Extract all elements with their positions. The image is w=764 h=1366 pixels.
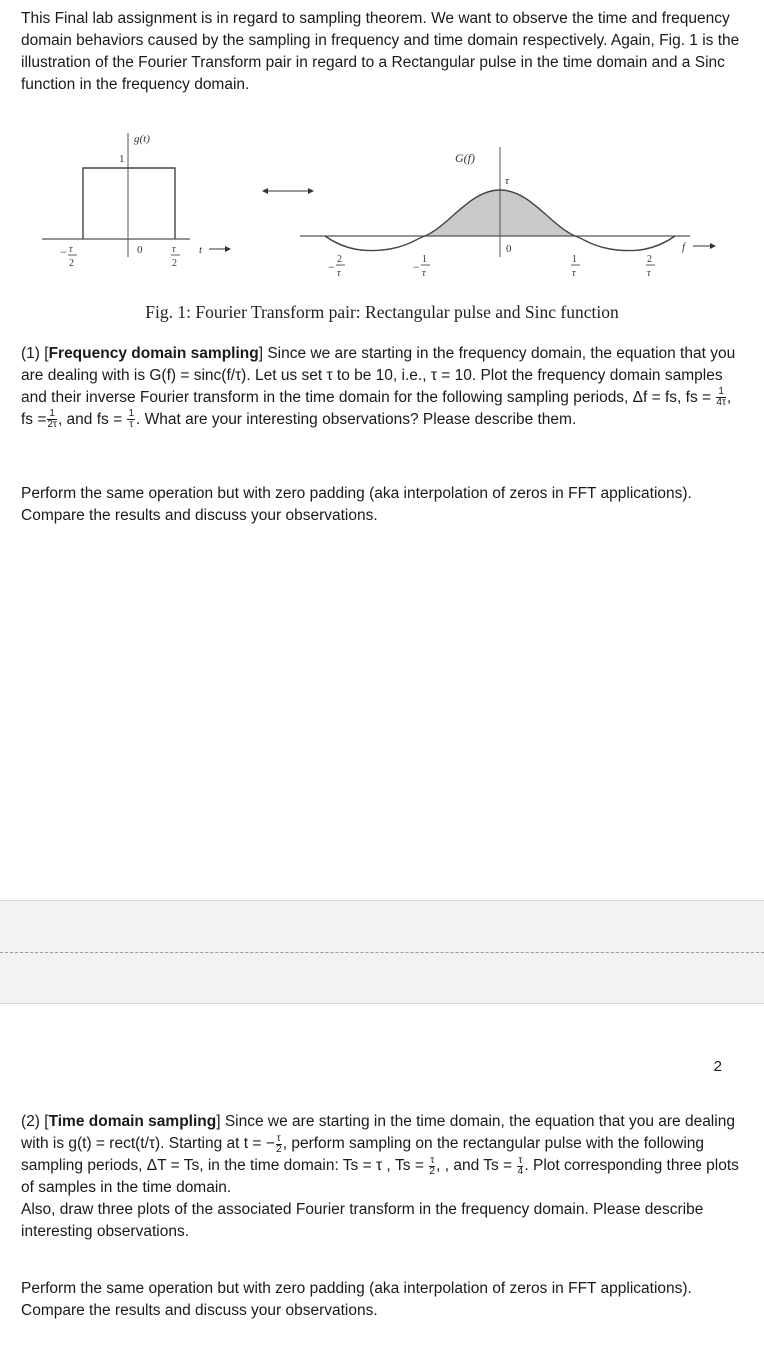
fourier-pair-figure	[0, 125, 764, 285]
q2-zero-padding-paragraph: Perform the same operation but with zero padding (aka interpolation of zeros in FFT applications). Compare the results and discuss your observations.	[21, 1280, 692, 1319]
transform-pair-arrow	[262, 188, 314, 194]
sinc-tick-num: 1	[422, 254, 427, 265]
rect-neg-num: τ	[69, 244, 73, 255]
sinc-axis-label: f	[682, 241, 686, 253]
sinc-tick-den: τ	[647, 268, 651, 279]
sinc-tick-den: τ	[337, 268, 341, 279]
rect-axis-label: t	[199, 244, 203, 256]
page-number: 2	[713, 1058, 722, 1075]
sinc-tick-3	[646, 254, 655, 279]
q2-ts3-fraction: $\frac{\tau}{4}$	[517, 1155, 524, 1177]
sinc-tick-1	[413, 254, 430, 279]
sinc-axis-arrow	[710, 243, 716, 249]
sinc-tick-num: 2	[337, 254, 342, 265]
sinc-tick-den: τ	[572, 268, 576, 279]
q1-heading: Frequency domain sampling	[48, 345, 259, 362]
q1-fs1-fraction: $\frac{1}{4\tau}$	[716, 386, 726, 409]
q1-fs2-fraction: $\frac{1}{2\tau}$	[47, 408, 57, 431]
sinc-label: G(f)	[455, 151, 475, 165]
rect-label: g(t)	[134, 133, 150, 145]
rect-pos-num: τ	[172, 244, 176, 255]
sinc-tick-den: τ	[422, 268, 426, 279]
rect-pos-den: 2	[172, 258, 177, 269]
q1-zero-padding-paragraph: Perform the same operation but with zero padding (aka interpolation of zeros in FFT applications). Compare the results and discuss your observations.	[21, 485, 692, 524]
figure-caption: Fig. 1: Fourier Transform pair: Rectangular pulse and Sinc function	[145, 302, 619, 322]
q2-ts2-fraction: $\frac{\tau}{2}$	[429, 1155, 435, 1177]
q2-heading: Time domain sampling	[48, 1113, 217, 1130]
sinc-tick-num: 1	[572, 254, 577, 265]
rect-pulse	[83, 168, 175, 239]
q1-fs3-fraction: $\frac{1}{\tau}$	[128, 408, 135, 431]
rect-height-label: 1	[119, 153, 125, 165]
sinc-tick-num: 2	[647, 254, 652, 265]
intro-paragraph: This Final lab assignment is in regard to sampling theorem. We want to observe the time and frequency domain behaviors caused by the sampling in frequency and time domain respectively. Again, Fig. 1 is the illustration of the Fourier Transform pair in regard to a Rectangular pulse in the time domain and a Sinc function in the frequency domain.	[21, 10, 740, 93]
sinc-tick-0	[328, 254, 345, 279]
rect-zero: 0	[137, 244, 143, 256]
rect-neg-den: 2	[69, 258, 74, 269]
sinc-tick-labels	[328, 254, 655, 279]
q2-start-fraction: $\frac{\tau}{2}$	[275, 1133, 282, 1155]
q2-paragraph: (2) [Time domain sampling] Since we are starting in the time domain, the equation that you are dealing with is g(t) = rect(t/τ). Starting at t = − $\frac{\tau}{2}$ , perform sampling on the rectangular pulse with the following sampling periods, ΔT = Ts, in the time domain: Ts = τ , Ts = $\frac{\tau}{2}$ , , and Ts = $\frac{\tau}{4}$ . Plot corresponding three plots of samples in the time domain. Also, draw three plots of the associated Fourier transform in the frequency domain. Please describe interesting observations.	[21, 1113, 739, 1240]
page-break	[0, 900, 764, 1004]
svg-text:−: −	[413, 260, 420, 274]
sinc-tick-2	[571, 254, 580, 279]
sinc-zero: 0	[506, 243, 512, 255]
svg-text:−: −	[328, 260, 335, 274]
sinc-peak-label: τ	[505, 175, 509, 187]
rect-axis-arrow	[225, 246, 231, 252]
q1-paragraph: (1) [Frequency domain sampling] Since we are starting in the frequency domain, the equation that you are dealing with is G(f) = sinc(f/τ). Let us set τ to be 10, i.e., τ = 10. Plot the frequency domain samples and their inverse Fourier transform in the time domain for the following sampling periods, Δf = fs, fs = $\frac{1}{4\tau}$ , fs = $\frac{1}{2\tau}$ , and fs = $\frac{1}{\tau}$ . What are your interesting observations? Please describe them.	[21, 345, 736, 431]
rect-neg-minus: −	[60, 245, 67, 259]
